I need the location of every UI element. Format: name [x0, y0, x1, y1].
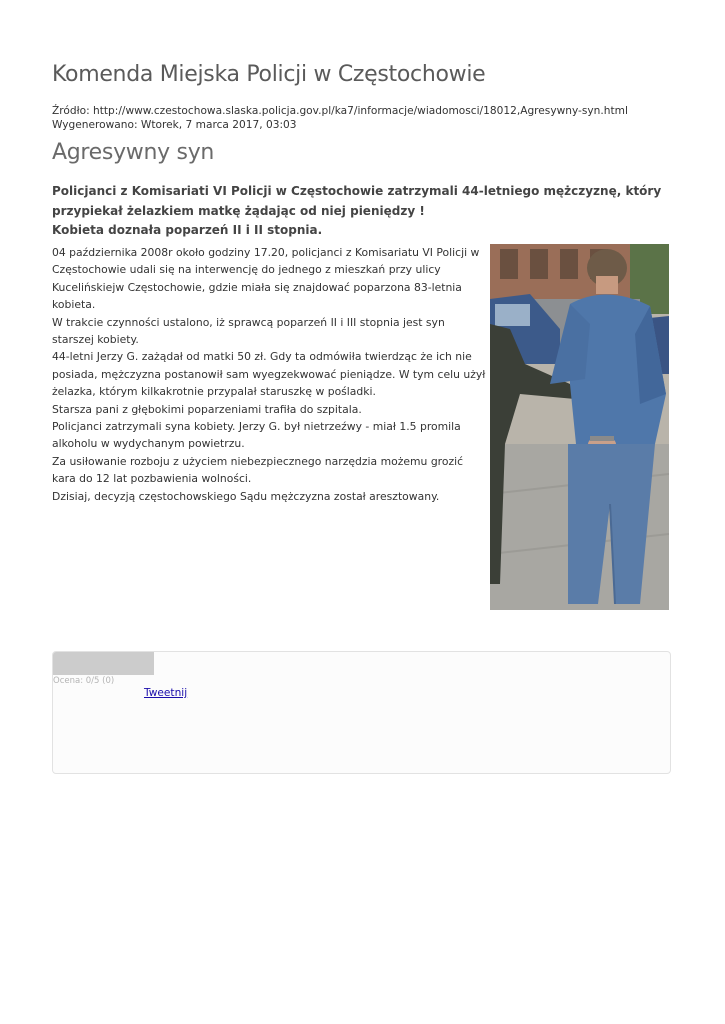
rating-bar[interactable]	[53, 652, 154, 675]
article-title: Agresywny syn	[52, 140, 215, 165]
meta-info	[52, 104, 628, 132]
tweet-link[interactable]: Tweetnij	[144, 687, 188, 699]
arrest-photo-illustration	[490, 244, 669, 610]
body-paragraph: 44-letni Jerzy G. zażądał od matki 50 zł. Gdy ta odmówiła twierdząc że ich nie posiada, mężczyzna postanowił sam wyegzekwować pieniądze. W tym celu użył żelazka, którym kilkakrotnie przypalał staruszkę w pośladki.	[52, 350, 486, 399]
rating-text: Ocena: 0/5 (0)	[53, 676, 115, 686]
body-paragraph: Za usiłowanie rozboju z użyciem niebezpiecznego narzędzia możemu grozić kara do 12 lat pozbawienia wolności.	[52, 454, 464, 486]
article-photo	[490, 244, 669, 610]
lead-paragraph: Kobieta doznała poparzeń II i II stopnia.	[52, 223, 323, 237]
lead-paragraph: Policjanci z Komisariati VI Policji w Częstochowie zatrzymali 44-letniego mężczyznę, który przypiekał żelazkiem matkę żądając od niej pieniędzy !	[52, 184, 662, 218]
article-body	[52, 244, 488, 505]
source-line: Źródło: http://www.czestochowa.slaska.policja.gov.pl/ka7/informacje/wiadomosci/18012,Agresywny-syn.html	[52, 105, 628, 117]
generated-line: Wygenerowano: Wtorek, 7 marca 2017, 03:03	[52, 119, 297, 131]
body-paragraph: Policjanci zatrzymali syna kobiety. Jerzy G. był nietrzeźwy - miał 1.5 promila alkoholu w wydychanym powietrzu.	[52, 420, 461, 451]
body-paragraph: 04 października 2008r około godziny 17.20, policjanci z Komisariatu VI Policji w Częstochowie udali się na interwencję do jednego z mieszkań przy ulicy Kucelińskiejw Częstochowie, gdzie miała się znajdować poparzona 83-letnia kobieta.	[52, 246, 480, 312]
site-title: Komenda Miejska Policji w Częstochowie	[52, 62, 486, 87]
body-paragraph: Starsza pani z głębokimi poparzeniami trafiła do szpitala.	[52, 402, 362, 416]
body-paragraph: W trakcie czynności ustalono, iż sprawcą poparzeń II i III stopnia jest syn starszej kobiety.	[52, 315, 445, 347]
article-lead	[52, 182, 672, 241]
rating-widget	[52, 651, 671, 774]
body-paragraph: Dzisiaj, decyzją częstochowskiego Sądu mężczyzna został aresztowany.	[52, 489, 440, 503]
